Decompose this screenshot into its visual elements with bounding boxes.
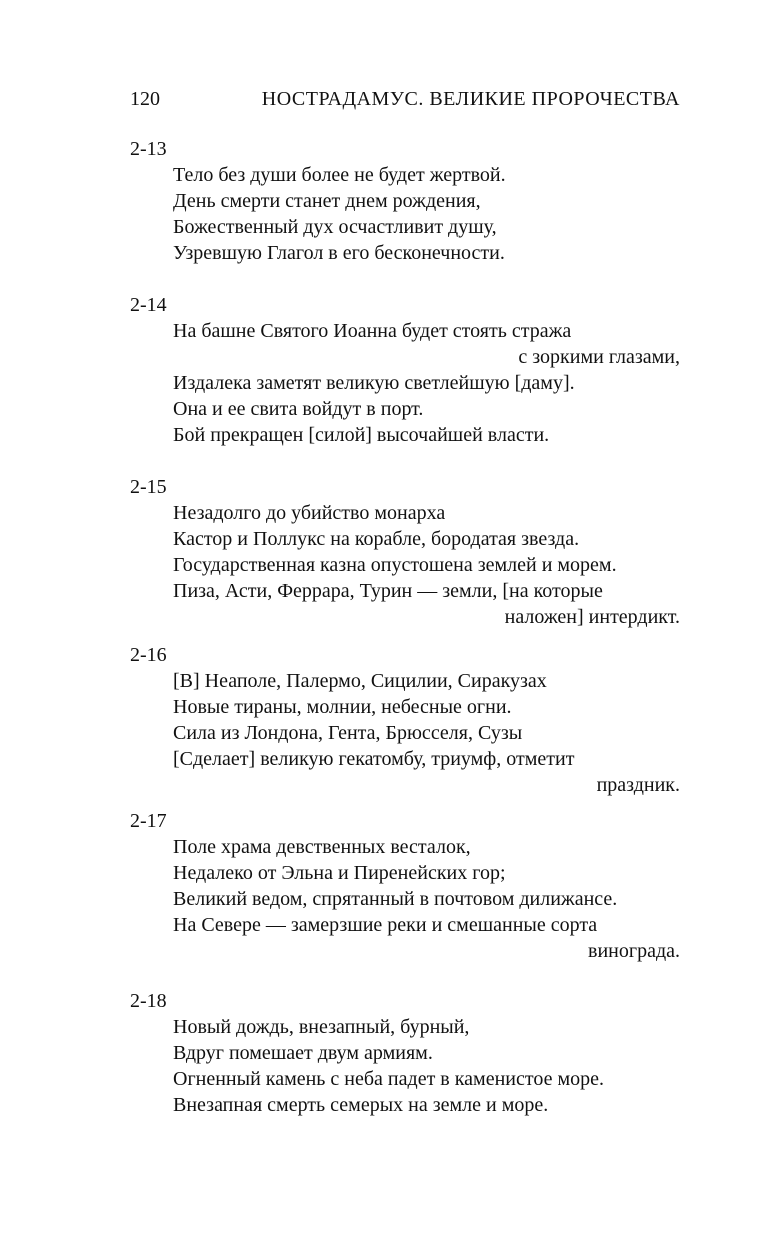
verse-line: Внезапная смерть семерых на земле и море. <box>173 1094 549 1116</box>
quatrain-2-13 <box>130 136 680 266</box>
quatrain-2-18 <box>130 988 680 1118</box>
verse-line: Пиза, Асти, Феррара, Турин — земли, [на которые <box>173 580 603 602</box>
verse-line: Государственная казна опустошена землей и морем. <box>173 554 617 576</box>
verse-line: Кастор и Поллукс на корабле, бородатая звезда. <box>173 528 580 550</box>
verse-line: Издалека заметят великую светлейшую [даму]. <box>173 372 575 394</box>
verse-line-continuation: винограда. <box>588 940 680 962</box>
page-header <box>130 88 680 118</box>
verse-line: На башне Святого Иоанна будет стоять стража <box>173 320 572 342</box>
verse-line-continuation: наложен] интердикт. <box>504 606 680 628</box>
running-title: НОСТРАДАМУС. ВЕЛИКИЕ ПРОРОЧЕСТВА <box>261 88 680 110</box>
quatrain-number: 2-13 <box>130 138 167 160</box>
verse-line: Поле храма девственных весталок, <box>173 836 471 858</box>
quatrain-2-16 <box>130 642 680 798</box>
quatrain-2-15 <box>130 474 680 630</box>
verse-line: [В] Неаполе, Палермо, Сицилии, Сиракузах <box>173 670 547 692</box>
quatrain-number: 2-16 <box>130 644 167 666</box>
verse-line: Узревшую Глагол в его бесконечности. <box>173 242 505 264</box>
verse-line: Тело без души более не будет жертвой. <box>173 164 506 186</box>
verse-line: Новый дождь, внезапный, бурный, <box>173 1016 470 1038</box>
verse-line-continuation: праздник. <box>596 774 680 796</box>
quatrain-2-14 <box>130 292 680 448</box>
verse-line: Вдруг помешает двум армиям. <box>173 1042 433 1064</box>
verse-line: Новые тираны, молнии, небесные огни. <box>173 696 512 718</box>
verse-line: Бой прекращен [силой] высочайшей власти. <box>173 424 550 446</box>
verse-line: Недалеко от Эльна и Пиренейских гор; <box>173 862 506 884</box>
quatrain-number: 2-15 <box>130 476 167 498</box>
quatrain-2-17 <box>130 808 680 964</box>
verse-line: [Сделает] великую гекатомбу, триумф, отметит <box>173 748 575 770</box>
page-number: 120 <box>130 88 160 110</box>
verse-line-continuation: с зоркими глазами, <box>518 346 680 368</box>
verse-line: День смерти станет днем рождения, <box>173 190 481 212</box>
verse-line: Незадолго до убийство монарха <box>173 502 446 524</box>
verse-line: Огненный камень с неба падет в каменистое море. <box>173 1068 604 1090</box>
verse-line: Она и ее свита войдут в порт. <box>173 398 424 420</box>
quatrain-number: 2-17 <box>130 810 167 832</box>
verse-line: Великий ведом, спрятанный в почтовом дилижансе. <box>173 888 618 910</box>
verse-line: Сила из Лондона, Гента, Брюсселя, Сузы <box>173 722 523 744</box>
verse-line: На Севере — замерзшие реки и смешанные сорта <box>173 914 598 936</box>
quatrain-number: 2-18 <box>130 990 167 1012</box>
quatrain-number: 2-14 <box>130 294 167 316</box>
verse-line: Божественный дух осчастливит душу, <box>173 216 497 238</box>
